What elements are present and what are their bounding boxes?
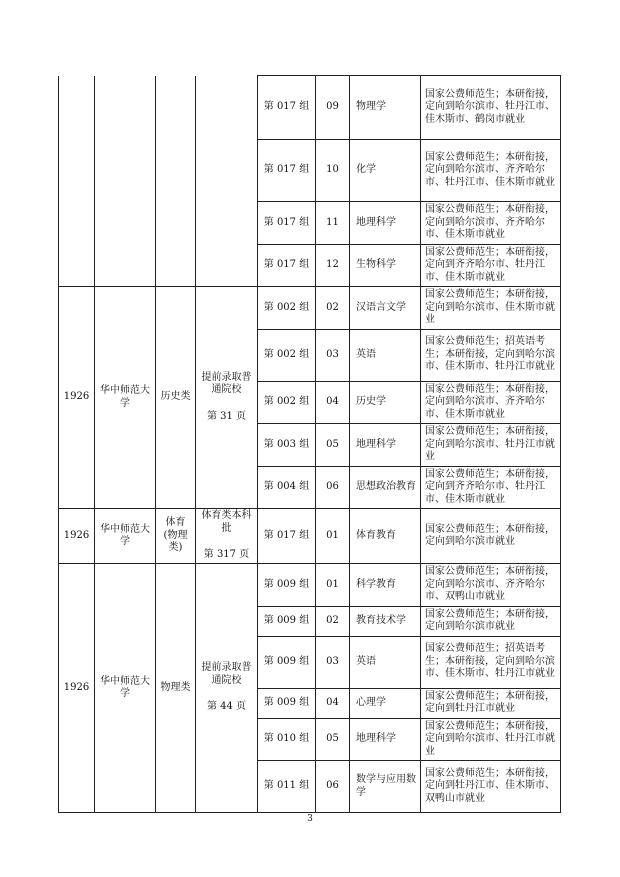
- group-cell: 第 017 组: [258, 509, 316, 564]
- school-name-cell: 华中师范大学: [95, 509, 156, 564]
- group-cell: 第 009 组: [258, 688, 316, 718]
- major-name-cell: 物理学: [350, 76, 421, 140]
- major-number-cell: 12: [316, 244, 350, 287]
- note-cell: 国家公费师范生；本研衔接，定向到哈尔滨市、牡丹江市就业: [421, 718, 561, 761]
- subject-category-cell: 物理类: [156, 564, 196, 813]
- note-cell: 国家公费师范生；本研衔接，定向到哈尔滨市就业: [421, 509, 561, 564]
- group-cell: 第 002 组: [258, 287, 316, 330]
- note-cell: 国家公费师范生；本研衔接，定向到哈尔滨市、牡丹江市、佳木斯市、鹤岗市就业: [421, 76, 561, 140]
- group-cell: 第 017 组: [258, 244, 316, 287]
- batch-cell: [196, 564, 258, 813]
- major-name-cell: 生物科学: [350, 244, 421, 287]
- school-name-cell: 华中师范大学: [95, 564, 156, 813]
- note-cell: 国家公费师范生；本研衔接，定向到牡丹江市就业: [421, 688, 561, 718]
- note-cell: 国家公费师范生；本研衔接，定向到齐齐哈尔市、牡丹江市、佳木斯市就业: [421, 466, 561, 509]
- table-row: [59, 509, 561, 564]
- note-cell: 国家公费师范生；招英语考生；本研衔接，定向到哈尔滨市、佳木斯市、牡丹江市就业: [421, 636, 561, 688]
- batch-name: 体育类本科批: [201, 510, 252, 534]
- group-cell: 第 009 组: [258, 564, 316, 607]
- major-number-cell: 04: [316, 381, 350, 424]
- group-cell: 第 002 组: [258, 329, 316, 381]
- subject-category-cell: [156, 76, 196, 287]
- major-number-cell: 03: [316, 329, 350, 381]
- school-name-cell: 华中师范大学: [95, 287, 156, 509]
- major-name-cell: 地理科学: [350, 718, 421, 761]
- table-row: [59, 564, 561, 607]
- major-name-cell: 思想政治教育: [350, 466, 421, 509]
- group-cell: 第 009 组: [258, 636, 316, 688]
- table-body: [59, 76, 561, 813]
- major-number-cell: 05: [316, 424, 350, 467]
- major-name-cell: 心理学: [350, 688, 421, 718]
- group-cell: 第 017 组: [258, 202, 316, 245]
- major-name-cell: 数学与应用数学: [350, 761, 421, 813]
- major-number-cell: 05: [316, 718, 350, 761]
- major-number-cell: 10: [316, 140, 350, 202]
- group-cell: 第 017 组: [258, 76, 316, 140]
- major-name-cell: 科学教育: [350, 564, 421, 607]
- major-name-cell: 化学: [350, 140, 421, 202]
- major-name-cell: 历史学: [350, 381, 421, 424]
- note-cell: 国家公费师范生；本研衔接，定向到哈尔滨市、齐齐哈尔市、佳木斯市就业: [421, 381, 561, 424]
- group-cell: 第 002 组: [258, 381, 316, 424]
- major-number-cell: 01: [316, 509, 350, 564]
- admission-table: [58, 75, 561, 813]
- major-name-cell: 教育技术学: [350, 606, 421, 636]
- major-number-cell: 09: [316, 76, 350, 140]
- batch-name: 提前录取普通院校: [201, 662, 252, 686]
- school-code-cell: 1926: [59, 287, 95, 509]
- batch-page-ref: 第 44 页: [206, 701, 247, 713]
- batch-cell: [196, 509, 258, 564]
- note-cell: 国家公费师范生；本研衔接，定向到牡丹江市、佳木斯市、双鸭山市就业: [421, 761, 561, 813]
- major-name-cell: 地理科学: [350, 202, 421, 245]
- batch-cell: [196, 287, 258, 509]
- school-code-cell: [59, 76, 95, 287]
- batch-cell: [196, 76, 258, 287]
- major-name-cell: 英语: [350, 636, 421, 688]
- major-number-cell: 06: [316, 761, 350, 813]
- school-code-cell: 1926: [59, 509, 95, 564]
- major-number-cell: 11: [316, 202, 350, 245]
- table-row: [59, 287, 561, 330]
- major-number-cell: 03: [316, 636, 350, 688]
- note-cell: 国家公费师范生；本研衔接，定向到哈尔滨市、齐齐哈尔市、佳木斯市就业: [421, 202, 561, 245]
- note-cell: 国家公费师范生；本研衔接，定向到哈尔滨市、齐齐哈尔市、双鸭山市就业: [421, 564, 561, 607]
- batch-page-ref: 第 31 页: [206, 410, 247, 422]
- major-number-cell: 04: [316, 688, 350, 718]
- note-cell: 国家公费师范生；本研衔接，定向到哈尔滨市、佳木斯市就业: [421, 287, 561, 330]
- major-name-cell: 汉语言文学: [350, 287, 421, 330]
- major-number-cell: 01: [316, 564, 350, 607]
- subject-category-cell: 历史类: [156, 287, 196, 509]
- table-row: [59, 76, 561, 140]
- note-cell: 国家公费师范生；本研衔接，定向到哈尔滨市、牡丹江市就业: [421, 424, 561, 467]
- group-cell: 第 004 组: [258, 466, 316, 509]
- subject-category-cell: 体育(物理类): [156, 509, 196, 564]
- group-cell: 第 010 组: [258, 718, 316, 761]
- group-cell: 第 003 组: [258, 424, 316, 467]
- group-cell: 第 011 组: [258, 761, 316, 813]
- page-number: 3: [307, 814, 313, 824]
- major-number-cell: 02: [316, 606, 350, 636]
- note-cell: 国家公费师范生；本研衔接，定向到哈尔滨市就业: [421, 606, 561, 636]
- batch-name: 提前录取普通院校: [201, 371, 252, 396]
- school-code-cell: 1926: [59, 564, 95, 813]
- major-name-cell: 英语: [350, 329, 421, 381]
- note-cell: 国家公费师范生；招英语考生；本研衔接，定向到哈尔滨市、佳木斯市、牡丹江市就业: [421, 329, 561, 381]
- group-cell: 第 017 组: [258, 140, 316, 202]
- note-cell: 国家公费师范生；本研衔接，定向到哈尔滨市、齐齐哈尔市、牡丹江市、佳木斯市就业: [421, 140, 561, 202]
- major-number-cell: 02: [316, 287, 350, 330]
- major-number-cell: 06: [316, 466, 350, 509]
- group-cell: 第 009 组: [258, 606, 316, 636]
- major-name-cell: 体育教育: [350, 509, 421, 564]
- batch-page-ref: 第 317 页: [203, 549, 250, 561]
- note-cell: 国家公费师范生；本研衔接，定向到齐齐哈尔市、牡丹江市、佳木斯市就业: [421, 244, 561, 287]
- major-name-cell: 地理科学: [350, 424, 421, 467]
- school-name-cell: [95, 76, 156, 287]
